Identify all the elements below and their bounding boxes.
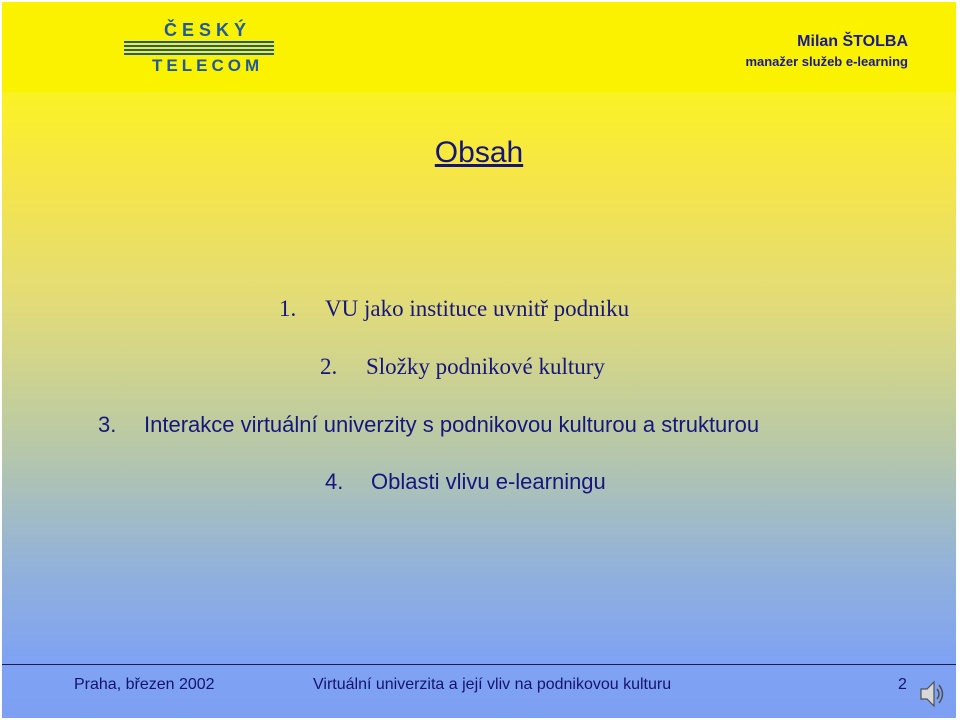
toc-item-text: Složky podnikové kultury: [366, 354, 605, 379]
toc-item-1: [279, 296, 629, 322]
speaker-icon[interactable]: [918, 678, 944, 710]
toc-item-text: Oblasti vlivu e-learningu: [371, 469, 606, 494]
slide: [2, 2, 956, 718]
logo-stripes: [124, 41, 274, 55]
footer-title: Virtuální univerzita a její vliv na podnikovou kulturu: [313, 676, 672, 693]
toc-item-4: [325, 469, 606, 495]
page-number: 2: [898, 676, 907, 693]
header-band: [2, 2, 956, 92]
logo-text-bottom: TELECOM: [152, 56, 264, 75]
toc-item-number: 2.: [320, 354, 338, 379]
toc-item-number: 3.: [98, 412, 117, 437]
toc-item-2: [320, 354, 605, 380]
toc-item-number: 1.: [279, 296, 297, 321]
author-block: [745, 32, 908, 72]
logo-text-top: ČESKÝ: [164, 20, 252, 40]
toc-item-text: VU jako instituce uvnitř podniku: [325, 296, 630, 321]
footer-date: Praha, březen 2002: [74, 676, 215, 693]
author-role: manažer služeb e-learning: [745, 54, 908, 69]
cesky-telecom-logo: [124, 16, 274, 78]
slide-title: Obsah: [434, 136, 524, 169]
author-name: Milan ŠTOLBA: [797, 33, 908, 50]
toc-item-3: [98, 412, 759, 438]
toc-item-text: Interakce virtuální univerzity s podnikovou kulturou a strukturou: [144, 412, 760, 437]
footer-divider: [2, 664, 956, 665]
toc-item-number: 4.: [325, 469, 344, 494]
